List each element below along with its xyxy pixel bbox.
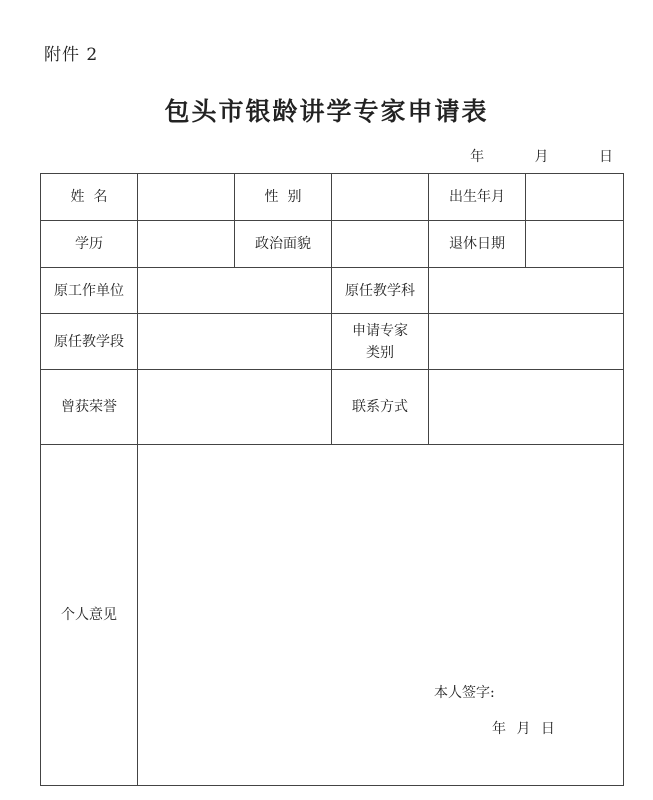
date-year: 年	[470, 149, 485, 165]
form-title: 包头市银龄讲学专家申请表	[164, 97, 489, 126]
attachment-label: 附件 2	[44, 45, 99, 65]
signature-label: 本人签字:	[434, 685, 495, 701]
political-status-field[interactable]	[332, 221, 429, 268]
former-subject-label: 原任教学科	[332, 268, 429, 314]
education-label: 学历	[41, 221, 138, 268]
form-row-education	[41, 221, 624, 268]
contact-field[interactable]	[429, 370, 624, 445]
date-month: 月	[534, 149, 549, 165]
birth-field[interactable]	[526, 174, 624, 221]
contact-label: 联系方式	[332, 370, 429, 445]
signature-date: 年 月 日	[492, 721, 555, 737]
gender-label: 性 别	[235, 174, 332, 221]
fill-date-line	[446, 146, 613, 166]
former-unit-label: 原工作单位	[41, 268, 138, 314]
education-field[interactable]	[138, 221, 235, 268]
retirement-date-label: 退休日期	[429, 221, 526, 268]
form-row-former-unit	[41, 268, 624, 314]
expert-type-label	[332, 314, 429, 370]
honors-label: 曾获荣誉	[41, 370, 138, 445]
date-day: 日	[599, 149, 613, 165]
honors-field[interactable]	[138, 370, 332, 445]
expert-type-field[interactable]	[429, 314, 624, 370]
name-label: 姓 名	[41, 174, 138, 221]
retirement-date-field[interactable]	[526, 221, 624, 268]
former-stage-label: 原任教学段	[41, 314, 138, 370]
expert-type-label-text: 申请专家类别	[352, 322, 408, 361]
former-stage-field[interactable]	[138, 314, 332, 370]
name-field[interactable]	[138, 174, 235, 221]
former-unit-field[interactable]	[138, 268, 332, 314]
birth-label: 出生年月	[429, 174, 526, 221]
political-status-label: 政治面貌	[235, 221, 332, 268]
gender-field[interactable]	[332, 174, 429, 221]
form-row-honors	[41, 370, 624, 445]
form-row-stage	[41, 314, 624, 370]
personal-opinion-label: 个人意见	[41, 445, 138, 786]
form-row-basic	[41, 174, 624, 221]
application-form-table	[40, 173, 624, 786]
former-subject-field[interactable]	[429, 268, 624, 314]
